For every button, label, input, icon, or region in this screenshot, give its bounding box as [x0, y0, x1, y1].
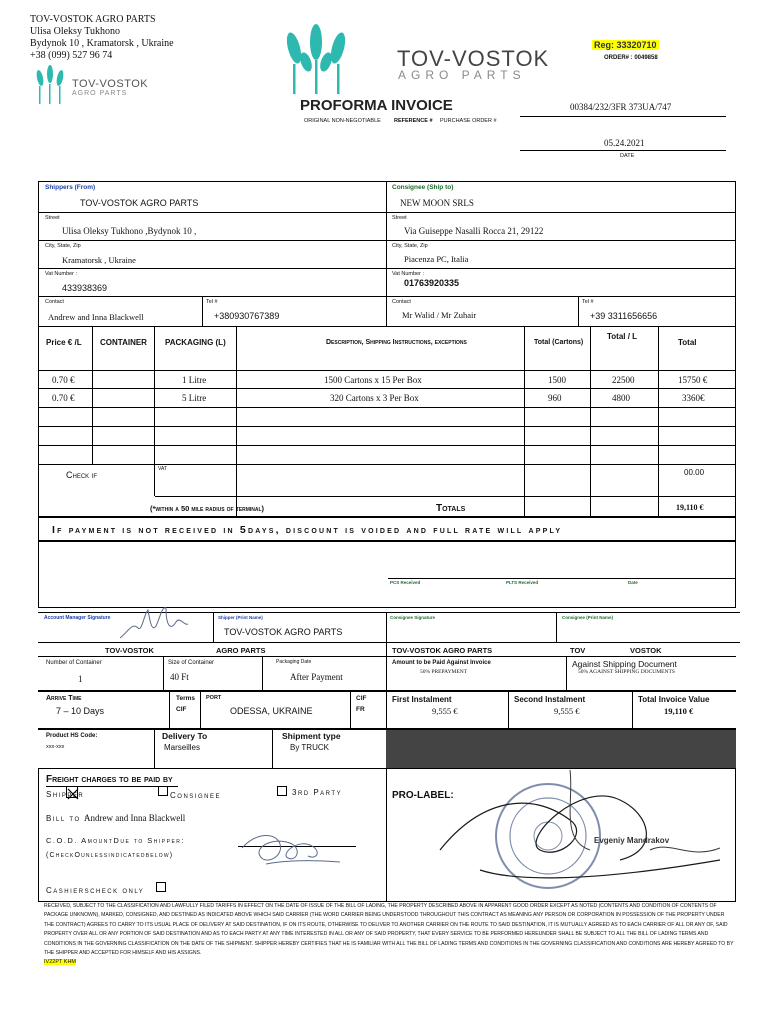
amount-value: 50% PREPAYMENT — [420, 669, 468, 675]
small-logo-line2: AGRO PARTS — [72, 90, 128, 97]
terms-right-header-3: VOSTOK — [630, 646, 662, 655]
terms-col — [163, 656, 164, 690]
small-logo-line1: TOV-VOSTOK — [72, 78, 149, 90]
big-logo — [272, 22, 582, 97]
row-line — [38, 426, 736, 427]
consignee-option: Consignee — [170, 791, 221, 800]
arrive-label: Arrive Time — [46, 695, 82, 702]
sig-divider — [556, 612, 557, 642]
shipper-contact-label: Contact — [45, 299, 64, 305]
totals-label: Totals — [436, 503, 466, 514]
footer-code: IV22PT KHM — [44, 959, 76, 965]
terms-line — [38, 656, 736, 657]
terms-col — [272, 730, 273, 768]
col-header-litres: Total / L — [607, 332, 638, 341]
hs-code-label: Product HS Code: — [46, 733, 98, 739]
row-line — [38, 407, 736, 408]
consignee-city-label: City, State, Zip — [392, 243, 428, 249]
amount-label: Amount to be Paid Against Invoice — [392, 660, 491, 666]
row1-price: 0.70 € — [52, 375, 75, 385]
shipper-option: Shipper — [46, 790, 85, 799]
shipment-type-label: Shipment type — [282, 731, 341, 741]
packaging-date-value: After Payment — [290, 672, 343, 682]
totals-value: 19,110 € — [676, 503, 704, 512]
consignee-contact-label: Contact — [392, 299, 411, 305]
pcs-received-label: PCS Received — [390, 580, 421, 585]
row-line — [38, 445, 736, 446]
size-container-label: Size of Container — [168, 660, 215, 666]
col-header-price: Price € /L — [46, 338, 82, 347]
contact-divider — [202, 296, 203, 326]
cif-label: CIF — [356, 695, 367, 702]
shipper-print-label: Shipper (Print Name) — [218, 615, 263, 620]
divider-vertical-party — [386, 181, 387, 326]
radius-note: (*within a 50 mile radius of terminal) — [150, 504, 265, 513]
col-line — [92, 326, 93, 464]
row2-total: 3360€ — [682, 393, 705, 403]
wheat-logo-icon — [32, 64, 72, 108]
date-underline — [520, 150, 726, 151]
consignee-tel: +39 3311656656 — [590, 311, 658, 321]
sig-divider — [386, 612, 387, 642]
receipt-date-label: Date — [628, 580, 638, 585]
company-city: Bydynok 10 , Kramatorsk , Ukraine — [30, 38, 174, 49]
check-if-label: Check if — [66, 470, 98, 480]
account-manager-signature-icon — [118, 602, 190, 642]
consignee-vat-label: Vat Number : — [392, 271, 424, 277]
hs-code-value: xxx-xxx — [46, 744, 65, 750]
plts-received-label: PLTS Received — [506, 580, 539, 585]
terms-left-header-1: TOV-VOSTOK — [105, 646, 154, 655]
against-label: Against Shipping Document — [572, 659, 677, 669]
shipper-street: Ulisa Oleksy Tukhono ,Bydynok 10 , — [62, 226, 197, 236]
company-name: TOV-VOSTOK AGRO PARTS — [30, 14, 156, 25]
company-address-block — [30, 14, 174, 62]
consignee-heading: Consignee (Ship to) — [392, 184, 454, 191]
account-manager-label: Account Manager Signature — [44, 615, 111, 621]
row2-litres: 4800 — [612, 393, 630, 403]
second-instalment-label: Second Instalment — [514, 695, 586, 704]
third-party-checkbox[interactable] — [277, 786, 287, 796]
terms-left-header-2: AGRO PARTS — [216, 646, 266, 655]
row-line — [38, 516, 736, 518]
size-container-value: 40 Ft — [170, 672, 189, 682]
legal-text: RECEIVED, SUBJECT TO THE CLASSIFICATION AND LAWFULLY FILED TARIFFS IN EFFECT ON THE DATE OF ISSUE OF THE BILL OF LADING, THE PROPERTY DESCRIBED ABOVE IN APPARENT GOOD ORDER EXCEPT AS NOTED (CONTENTS AND CONDITION OF CONTENTS OF PACKAGE UNKNOWN), MARKED, CONSIGNED, AND DESTINED AS INDICATED ABOVE WHICH SAID CARRIER (THE WORD CARRIER BEING UNDERSTOOD THROUGHOUT THIS CONTRACT AS MEANING ANY PERSON OR CORPORATION IN POSSESSION OF THE PROPERTY UNDER THE CONTRACT) AGREES TO CARRY TO ITS USUAL PLACE OF DELIVERY AT SAID DESTINATION, IF ON ITS ROUTE, OTHERWISE TO DELIVER TO ANOTHER CARRIER ON THE ROUTE TO SAID DESTINATION, IT IS MUTUALLY AGREED AS TO EACH CARRIER OF ALL OR ANY OF, SAID PROPERTY OVER ALL OR ANY PORTION OF SAID DESTINATION AND AS TO EACH PARTY AT ANY TIME INTERESTED IN ALL OR ANY OF SAID PROPERTY, THAT EVERY SERVICE TO BE PERFORMED HEREUNDER SHALL BE SUBJECT TO ALL THE BILL OF LADING TERMS AND CONDITIONS IN THE GOVERNING CLASSIFICATION ON THE DATE OF THE SHIPMENT. SHIPPER HEREBY CERTIFIES THAT HE IS FAMILIAR WITH ALL THE BILL OF LADING TERMS AND CONDITIONS IN THE GOVERNING CLASSIFICATION AND CONDITIONS ARE HEREBY AGREED TO BY THE SHIPPER AND ACCEPTED FOR HIMSELF AND HIS ASSIGNS. — [44, 903, 734, 957]
page-title: PROFORMA INVOICE — [300, 97, 453, 114]
row-line — [38, 212, 736, 213]
cashier-label: Cashierscheck only — [46, 886, 145, 895]
reg-number: Reg: 33320710 — [594, 40, 657, 50]
shipper-signature-icon — [236, 826, 346, 870]
check-note: (CheckOunlessindicatedbelow) — [46, 852, 174, 859]
row1-cartons: 1500 — [548, 375, 566, 385]
port-label: PORT — [206, 695, 222, 701]
shipper-city: Kramatorsk , Ukraine — [62, 255, 136, 265]
freight-title: Freight charges to be paid by — [46, 774, 173, 785]
big-logo-line2: AGRO PARTS — [398, 68, 526, 82]
packaging-date-label: Packaging Date — [276, 659, 312, 665]
num-container-label: Number of Container — [46, 660, 102, 666]
col-line — [590, 326, 591, 516]
vat-value: 00.00 — [684, 468, 705, 477]
sig-bottom-line — [38, 642, 740, 643]
cod-label: C.O.D. AmountDue to Shipper: — [46, 836, 186, 845]
bill-to-value: Andrew and Inna Blackwell — [84, 813, 186, 823]
terms-label: Terms — [176, 695, 196, 702]
shipper-street-label: Street — [45, 215, 60, 221]
wheat-logo-large-icon — [272, 22, 382, 97]
total-invoice-value: 19,110 € — [664, 706, 694, 716]
terms-col — [508, 692, 509, 728]
consignee-name: NEW MOON SRLS — [400, 198, 474, 208]
terms-col — [566, 656, 567, 690]
order-number: ORDER# : 0049858 — [604, 55, 658, 61]
row-line — [38, 240, 736, 241]
row1-total: 15750 € — [678, 375, 708, 385]
col-header-cartons: Total (Cartons) — [534, 339, 584, 346]
receipt-line — [388, 578, 736, 579]
subtitle-original: ORIGINAL NON-NEGOTIABLE — [304, 118, 381, 124]
third-party-option: 3rd Party — [292, 788, 343, 797]
col-line — [658, 326, 659, 516]
arrive-value: 7 – 10 Days — [56, 706, 105, 716]
company-street: Ulisa Oleksy Tukhono — [30, 26, 121, 37]
subtitle-reference: REFERENCE # — [394, 118, 433, 124]
terms-col — [632, 692, 633, 728]
row-line — [38, 268, 736, 269]
row1-packaging: 1 Litre — [182, 375, 207, 385]
shipper-city-label: City, State, Zip — [45, 243, 81, 249]
freight-divider — [386, 768, 387, 902]
contact-divider — [578, 296, 579, 326]
row-line — [155, 496, 736, 497]
consignee-print-label: Consignee (Print Name) — [562, 615, 614, 620]
total-invoice-label: Total Invoice Value — [638, 695, 710, 704]
delivery-label: Delivery To — [162, 731, 208, 741]
terms-col — [350, 692, 351, 728]
company-phone: +38 (099) 527 96 74 — [30, 50, 113, 61]
col-line — [524, 326, 525, 516]
row2-cartons: 960 — [548, 393, 562, 403]
reference-underline — [520, 116, 726, 117]
big-logo-line1: TOV-VOSTOK — [397, 46, 550, 71]
row-line — [38, 540, 736, 542]
first-instalment-value: 9,555 € — [432, 706, 458, 716]
row-line — [38, 296, 736, 297]
consignee-city: Piacenza PC, Italia — [404, 254, 469, 264]
sig-divider — [213, 612, 214, 642]
row1-litres: 22500 — [612, 375, 635, 385]
consignee-street: Via Guiseppe Nasalli Rocca 21, 29122 — [404, 226, 544, 236]
terms-value: CIF — [176, 706, 187, 713]
reference-value: 00384/232/3FR 373UA/747 — [570, 102, 672, 112]
payment-notice: If payment is not received in 5days, discount is voided and full rate will apply — [52, 524, 563, 536]
terms-right-header-2: TOV — [570, 646, 586, 655]
shipper-heading: Shippers (From) — [45, 184, 96, 191]
fr-label: FR — [356, 706, 365, 713]
row2-packaging: 5 Litre — [182, 393, 207, 403]
consignee-tel-label: Tel # — [582, 299, 594, 305]
shipper-name: TOV-VOSTOK AGRO PARTS — [80, 198, 199, 208]
col-line — [154, 326, 155, 464]
shipment-type-value: By TRUCK — [290, 743, 329, 752]
company-stamp-icon — [420, 760, 736, 902]
num-container-value: 1 — [78, 674, 83, 684]
date-label: DATE — [620, 153, 635, 159]
consignee-contact: Mr Walid / Mr Zuhair — [402, 310, 477, 320]
pro-label: PRO-LABEL: — [392, 790, 454, 801]
small-logo — [32, 64, 152, 108]
terms-right-header-1: TOV-VOSTOK AGRO PARTS — [392, 646, 493, 655]
terms-col — [169, 692, 170, 728]
consignee-vat: 01763920335 — [404, 278, 460, 288]
shipper-tel-label: Tel # — [206, 299, 218, 305]
row-line — [38, 326, 736, 327]
first-instalment-label: First Instalment — [392, 695, 452, 704]
consignee-checkbox[interactable] — [158, 786, 168, 796]
shipper-vat-label: Vat Number : — [45, 271, 77, 277]
terms-col — [262, 656, 263, 690]
row-line — [38, 464, 736, 465]
col-line — [154, 464, 155, 496]
terms-col — [200, 692, 201, 728]
row-line — [38, 388, 736, 389]
subtitle-po: PURCHASE ORDER # — [440, 118, 497, 124]
signer-name: Evgeniy Mandrakov — [594, 836, 670, 845]
col-header-packaging: PACKAGING (L) — [165, 338, 226, 347]
row2-price: 0.70 € — [52, 393, 75, 403]
shipper-tel: +380930767389 — [214, 311, 280, 321]
against-value: 50% AGAINST SHIPPING DOCUMENTS — [578, 669, 675, 675]
col-header-container: CONTAINER — [100, 338, 147, 347]
shipper-print-value: TOV-VOSTOK AGRO PARTS — [224, 627, 343, 637]
consignee-signature-label: Consignee Signature — [390, 615, 436, 620]
col-line — [236, 326, 237, 516]
port-value: ODESSA, UKRAINE — [230, 706, 313, 716]
row1-description: 1500 Cartons x 15 Per Box — [324, 375, 422, 385]
consignee-street-label: Street — [392, 215, 407, 221]
terms-col — [154, 730, 155, 768]
delivery-value: Marseilles — [164, 743, 201, 752]
second-instalment-value: 9,555 € — [554, 706, 580, 716]
date-value: 05.24.2021 — [604, 138, 645, 148]
cashier-checkbox[interactable] — [156, 882, 166, 892]
vat-label: VAT — [158, 466, 167, 472]
col-header-total: Total — [678, 338, 697, 347]
shipper-contact: Andrew and Inna Blackwell — [48, 312, 144, 322]
row-line — [38, 370, 736, 371]
col-header-description: Description, Shipping Instructions, exceptions — [326, 339, 467, 346]
row2-description: 320 Cartons x 3 Per Box — [330, 393, 419, 403]
bill-to-label: Bill to : — [46, 814, 89, 823]
shipper-vat: 433938369 — [62, 283, 108, 293]
